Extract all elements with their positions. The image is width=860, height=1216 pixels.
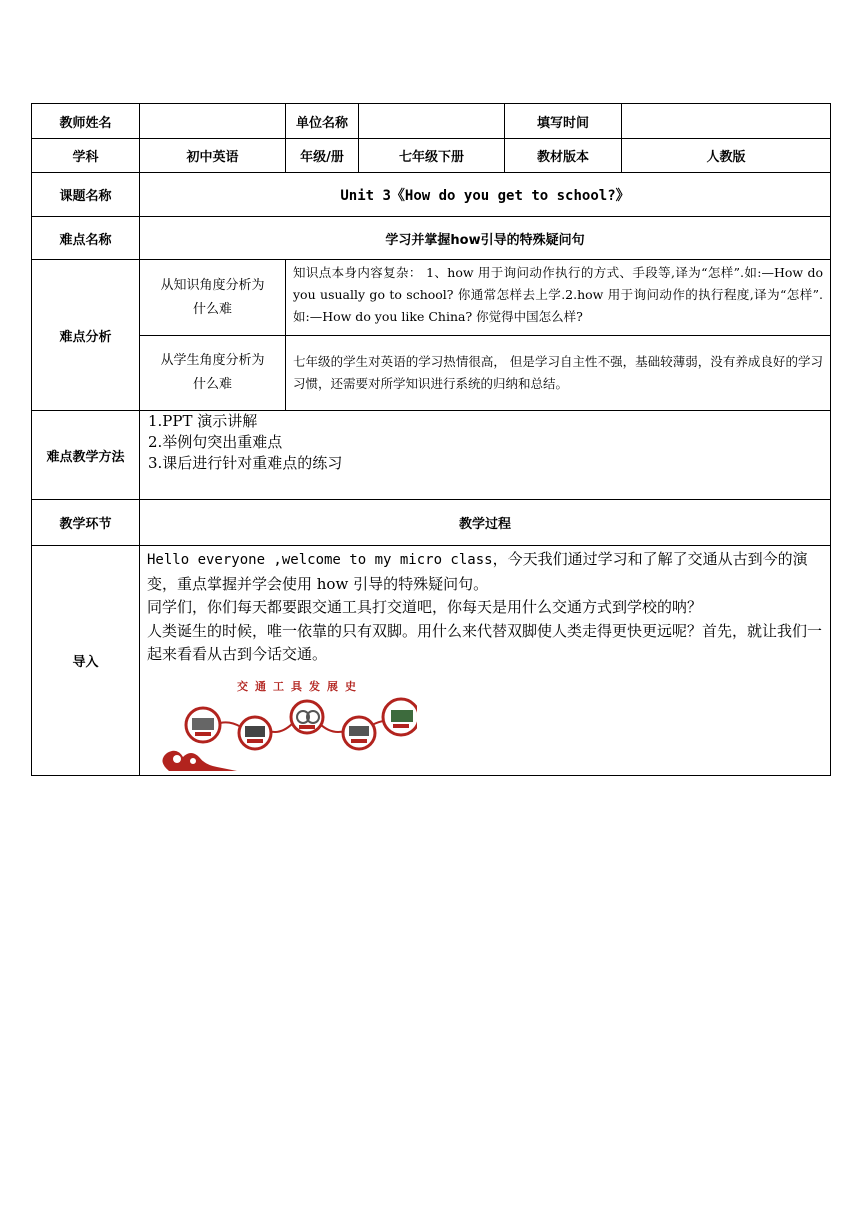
fill-date-value — [622, 104, 831, 139]
transport-stage-2 — [239, 717, 271, 749]
method-item: 2.举例句突出重难点 — [148, 433, 283, 451]
teaching-method-list — [140, 411, 831, 500]
grade-label: 年级/册 — [286, 139, 359, 173]
teaching-method-label: 难点教学方法 — [32, 411, 140, 500]
fill-date-label: 填写时间 — [505, 104, 622, 139]
timeline-arrow — [269, 723, 293, 732]
intro-paragraph-2: 同学们，你们每天都要跟交通工具打交道吧，你每天是用什么交通方式到学校的呐？ — [147, 598, 703, 616]
knowledge-angle-line2: 什么难 — [192, 301, 232, 317]
edition-value: 人教版 — [622, 139, 831, 173]
teacher-name-label: 教师姓名 — [32, 104, 140, 139]
topic-value: Unit 3《How do you get to school?》 — [140, 173, 831, 217]
transport-stage-5 — [383, 699, 417, 735]
transport-history-graphic — [147, 675, 417, 775]
figure-title: 交通工具发展史 — [237, 679, 363, 693]
intro-content — [140, 546, 831, 776]
edition-label: 教材版本 — [505, 139, 622, 173]
transport-stage-4 — [343, 717, 375, 749]
transport-stage-3 — [291, 701, 323, 733]
method-item: 1.PPT 演示讲解 — [148, 412, 258, 430]
subject-label: 学科 — [32, 139, 140, 173]
student-angle-text: 七年级的学生对英语的学习热情很高， 但是学习自主性不强，基础较薄弱，没有养成良好的学习习惯，还需要对所学知识进行系统的归纳和总结。 — [286, 336, 831, 411]
intro-chinese-text: ，今天我们通过学习和了解了交通从古到今的演变，重点掌握并学会使用 how 引导的特殊疑问句。 — [147, 550, 808, 593]
student-angle-line2: 什么难 — [192, 377, 232, 392]
decorative-cloud-ornament — [162, 750, 237, 770]
unit-name-label: 单位名称 — [286, 104, 359, 139]
topic-label: 课题名称 — [32, 173, 140, 217]
subject-value: 初中英语 — [140, 139, 286, 173]
difficulty-analysis-label: 难点分析 — [32, 260, 140, 411]
difficulty-name-label: 难点名称 — [32, 217, 140, 260]
knowledge-angle-line1: 从知识角度分析为 — [160, 277, 265, 293]
intro-label: 导入 — [32, 546, 140, 776]
intro-paragraph-1 — [147, 548, 824, 596]
intro-paragraph-3: 人类诞生的时候，唯一依靠的只有双脚。用什么来代替双脚使人类走得更快更远呢？首先，就让我们一起来看看从古到今话交通。 — [147, 621, 823, 663]
teaching-process-label: 教学过程 — [140, 500, 831, 546]
teacher-name-value — [140, 104, 286, 139]
timeline-arrow — [319, 723, 345, 732]
grade-value: 七年级下册 — [359, 139, 505, 173]
lesson-plan-table — [31, 103, 831, 776]
knowledge-angle-label — [140, 260, 286, 336]
intro-english-greeting: Hello everyone ,welcome to my micro class — [147, 552, 493, 568]
teaching-stage-label: 教学环节 — [32, 500, 140, 546]
difficulty-name-value: 学习并掌握how引导的特殊疑问句 — [140, 217, 831, 260]
unit-name-value — [359, 104, 505, 139]
student-angle-line1: 从学生角度分析为 — [160, 353, 265, 368]
transport-stage-1 — [186, 708, 220, 742]
method-item: 3.课后进行针对重难点的练习 — [148, 454, 343, 472]
student-angle-label — [140, 336, 286, 411]
knowledge-angle-text: 知识点本身内容复杂： 1、how 用于询问动作执行的方式、手段等,译为“怎样”.如:—How do you usually go to school? 你通常怎样去上学.2.how 用于询问动作的执行程度,译为“怎样”.如:—How do you like China? 你觉得中国怎么样? — [286, 260, 831, 336]
transport-history-figure — [147, 675, 417, 775]
